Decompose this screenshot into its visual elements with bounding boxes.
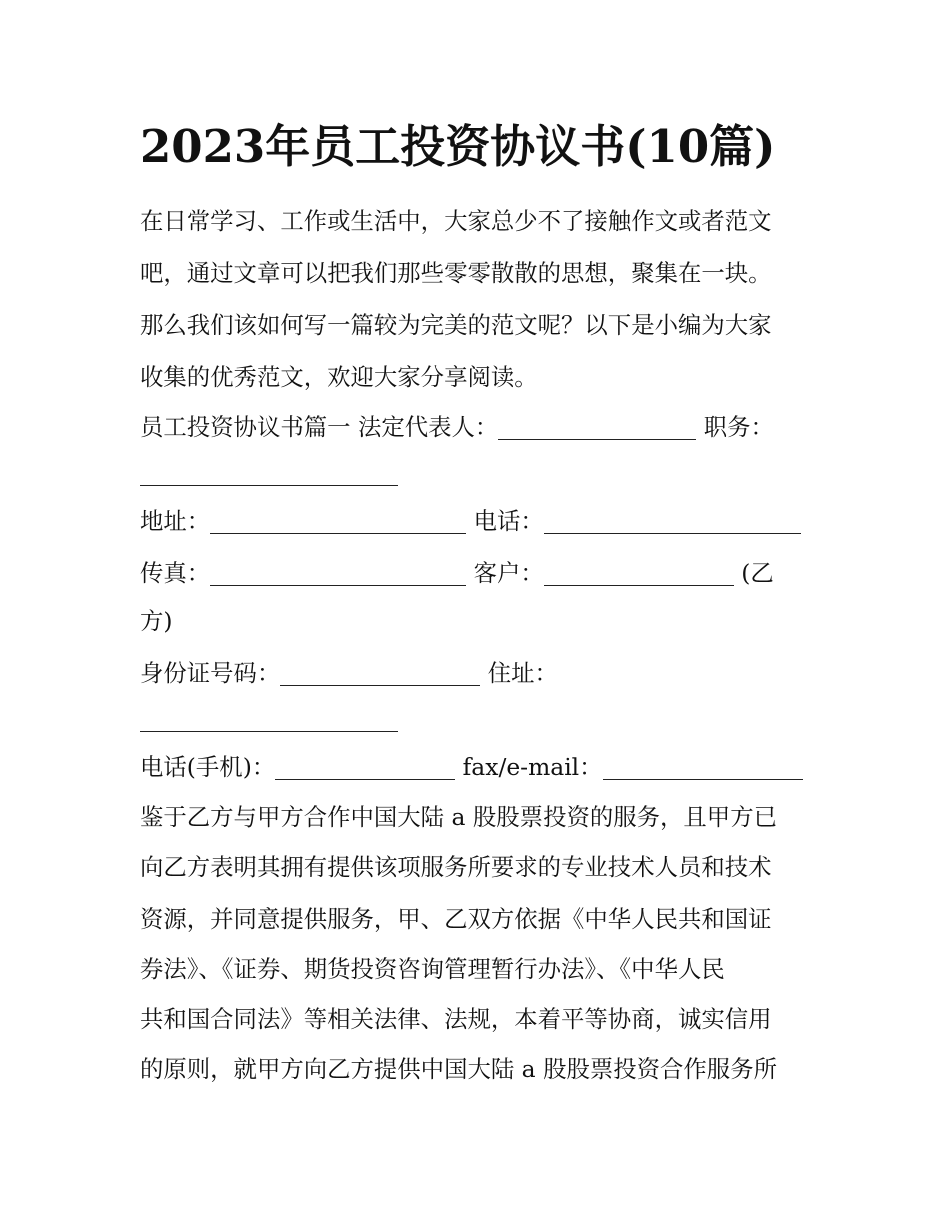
- form-line-party-b: [140, 604, 820, 638]
- phone-label: 电话：: [466, 507, 544, 535]
- fax-blank: [210, 561, 466, 586]
- body-line: 鉴于乙方与甲方合作中国大陆 a 股股票投资的服务，且甲方已: [140, 803, 777, 831]
- body-line: 向乙方表明其拥有提供该项服务所要求的专业技术人员和技术: [140, 853, 772, 881]
- position-blank: [140, 461, 398, 486]
- client-blank: [544, 561, 734, 586]
- form-line-residence-blank: [140, 702, 820, 736]
- intro-line: 收集的优秀范文，欢迎大家分享阅读。: [140, 363, 538, 391]
- document-title: 2023年员工投资协议书(10篇): [140, 120, 776, 173]
- mobile-label: 电话(手机)：: [140, 753, 276, 781]
- address-blank: [210, 509, 466, 534]
- representative-blank: [498, 415, 696, 440]
- form-line-fax: [140, 556, 820, 590]
- residence-label: 住址：: [480, 659, 558, 687]
- intro-line: 在日常学习、工作或生活中，大家总少不了接触作文或者范文: [140, 207, 772, 235]
- body-line: 券法》、《证券、期货投资咨询管理暂行办法》、《中华人民: [140, 955, 725, 983]
- form-line-representative: [140, 410, 820, 444]
- form-line-position-blank: [140, 456, 820, 490]
- email-blank: [603, 755, 803, 780]
- party-b-close: 方): [140, 607, 173, 635]
- address-label: 地址：: [140, 507, 211, 535]
- email-label: fax/e-mail：: [455, 753, 603, 781]
- body-line: 资源，并同意提供服务，甲、乙双方依据《中华人民共和国证: [140, 905, 772, 933]
- client-label: 客户：: [466, 559, 544, 587]
- intro-line: 吧，通过文章可以把我们那些零零散散的思想，聚集在一块。: [140, 259, 772, 287]
- representative-label: 员工投资协议书篇一 法定代表人：: [140, 413, 499, 441]
- phone-blank: [544, 509, 801, 534]
- form-line-id: [140, 656, 820, 690]
- form-line-mobile: [140, 750, 820, 784]
- fax-label: 传真：: [140, 559, 211, 587]
- mobile-blank: [275, 755, 455, 780]
- intro-line: 那么我们该如何写一篇较为完美的范文呢？以下是小编为大家: [140, 311, 772, 339]
- id-blank: [280, 661, 480, 686]
- body-line: 的原则，就甲方向乙方提供中国大陆 a 股股票投资合作服务所: [140, 1055, 777, 1083]
- party-b-open: (乙: [733, 559, 774, 587]
- position-label: 职务：: [696, 413, 774, 441]
- residence-blank: [140, 707, 398, 732]
- body-line: 共和国合同法》等相关法律、法规，本着平等协商，诚实信用: [140, 1005, 772, 1033]
- form-line-address: [140, 504, 820, 538]
- id-label: 身份证号码：: [140, 659, 281, 687]
